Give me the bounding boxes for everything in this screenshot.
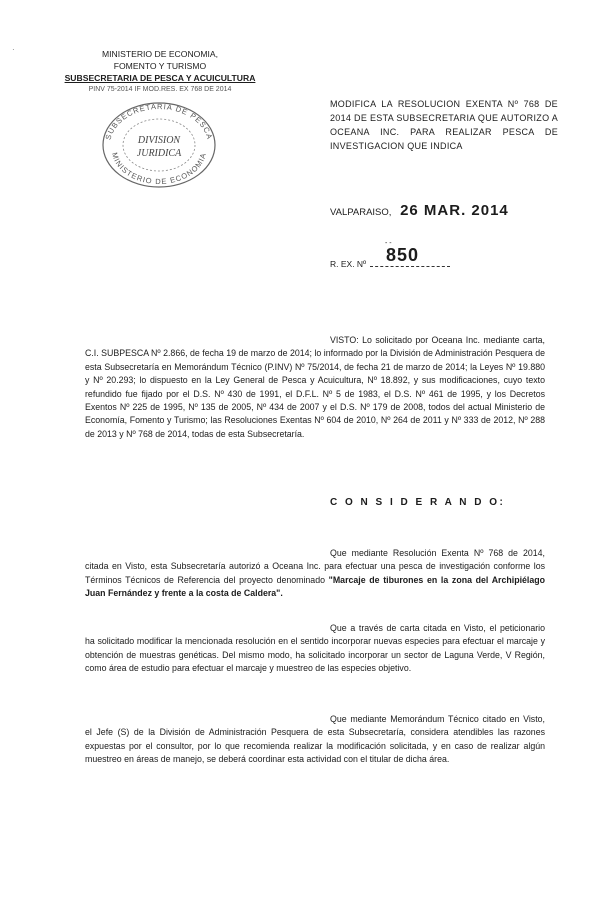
ministry-name-line1: MINISTERIO DE ECONOMIA, [101,49,219,59]
resolution-prefix: R. EX. Nº [330,259,367,269]
resolution-line [330,259,450,269]
resolution-dash: - - [385,240,392,247]
considerando-paragraph-3: Que mediante Memorándum Técnico citado en Visto, el Jefe (S) de la División de Administración Pesquera de esta Subsecretaría, considera atendibles las razones expuestas por el consultor, por lo que recomienda realizar la modificación solicitada, y en caso de realizar algún muestreo en áreas de manejo, se deberá coordinar esta actividad con el titular de dicha área. [85,714,545,765]
date-place: VALPARAISO, [330,207,392,218]
stamp-line2: JURIDICA [136,148,182,159]
date-line [330,202,509,219]
considerando-heading: C O N S I D E R A N D O: [330,497,506,508]
ministry-header [60,48,260,96]
margin-mark: · [12,45,15,54]
project-name: "Marcaje de tiburones en la zona del Archipiélago Juan Fernández y frente a la costa de Caldera". [85,574,545,599]
stamp-bottom-text: MINISTERIO DE ECONOMIA [110,151,208,187]
stamp-line1: DIVISION [137,135,181,146]
resolution-number: 850 [386,245,420,265]
resolution-blank [370,266,450,267]
resolution-subject: MODIFICA LA RESOLUCION EXENTA Nº 768 DE 2014 DE ESTA SUBSECRETARIA QUE AUTORIZO A OCEANA INC. PARA REALIZAR PESCA DE INVESTIGACION QUE INDICA [330,99,558,151]
considerando-paragraph-2: Que a través de carta citada en Visto, el peticionario ha solicitado modificar la mencionada resolución en el sentido incorporar nuevas especies para efectuar el marcaje y obtención de muestras genéticas. Del mismo modo, ha solicitado incorporar un sector de Laguna Verde, V Región, como área de estudio para efectuar el marcaje y muestreo de las especies objetivo. [85,623,545,674]
considerando-paragraph-1 [85,547,545,601]
document-reference: PINV 75-2014 IF MOD.RES. EX 768 DE 2014 [88,86,232,93]
visto-paragraph: VISTO: Lo solicitado por Oceana Inc. mediante carta, C.I. SUBPESCA Nº 2.866, de fecha 19 de marzo de 2014; lo informado por la División de Administración Pesquera de esta Subsecretaría en Memorándum Técnico (P.INV) Nº 75/2014, de fecha 21 de marzo de 2014; la Leyes Nº 19.880 y Nº 20.293; lo dispuesto en la Ley General de Pesca y Acuicultura, Nº 18.892, y sus modificaciones, cuyo texto refundido fue fijado por el D.S. Nº 430 de 1991, el D.F.L. Nº 5 de 1983, el D.S. Nº 461 de 1995, y los Decretos Exentos Nº 225 de 1995, Nº 135 de 2005, Nº 434 de 2007 y el D.S. Nº 179 de 2008, todos del actual Ministerio de Economía, Fomento y Turismo; las Resoluciones Exentas Nº 604 de 2010, Nº 264 de 2011 y Nº 333 de 2012, Nº 288 de 2013 y Nº 768 de 2014, todas de esta Subsecretaría. [85,335,545,439]
stamp-top-text: SUBSECRETARIA DE PESCA [103,101,215,141]
date-stamp: 26 MAR. 2014 [400,202,509,219]
paragraph-1-text: Que mediante Resolución Exenta Nº 768 de 2014, citada en Visto, esta Subsecretaría autorizó a Oceana Inc. para efectuar una pesca de investigación conforme los Términos Técnicos de Referencia del proyecto denominado [85,548,545,585]
division-juridica-stamp [100,100,218,190]
subsecretaria-name: SUBSECRETARIA DE PESCA Y ACUICULTURA [64,73,256,83]
ministry-name-line2: FOMENTO Y TURISMO [113,61,207,71]
